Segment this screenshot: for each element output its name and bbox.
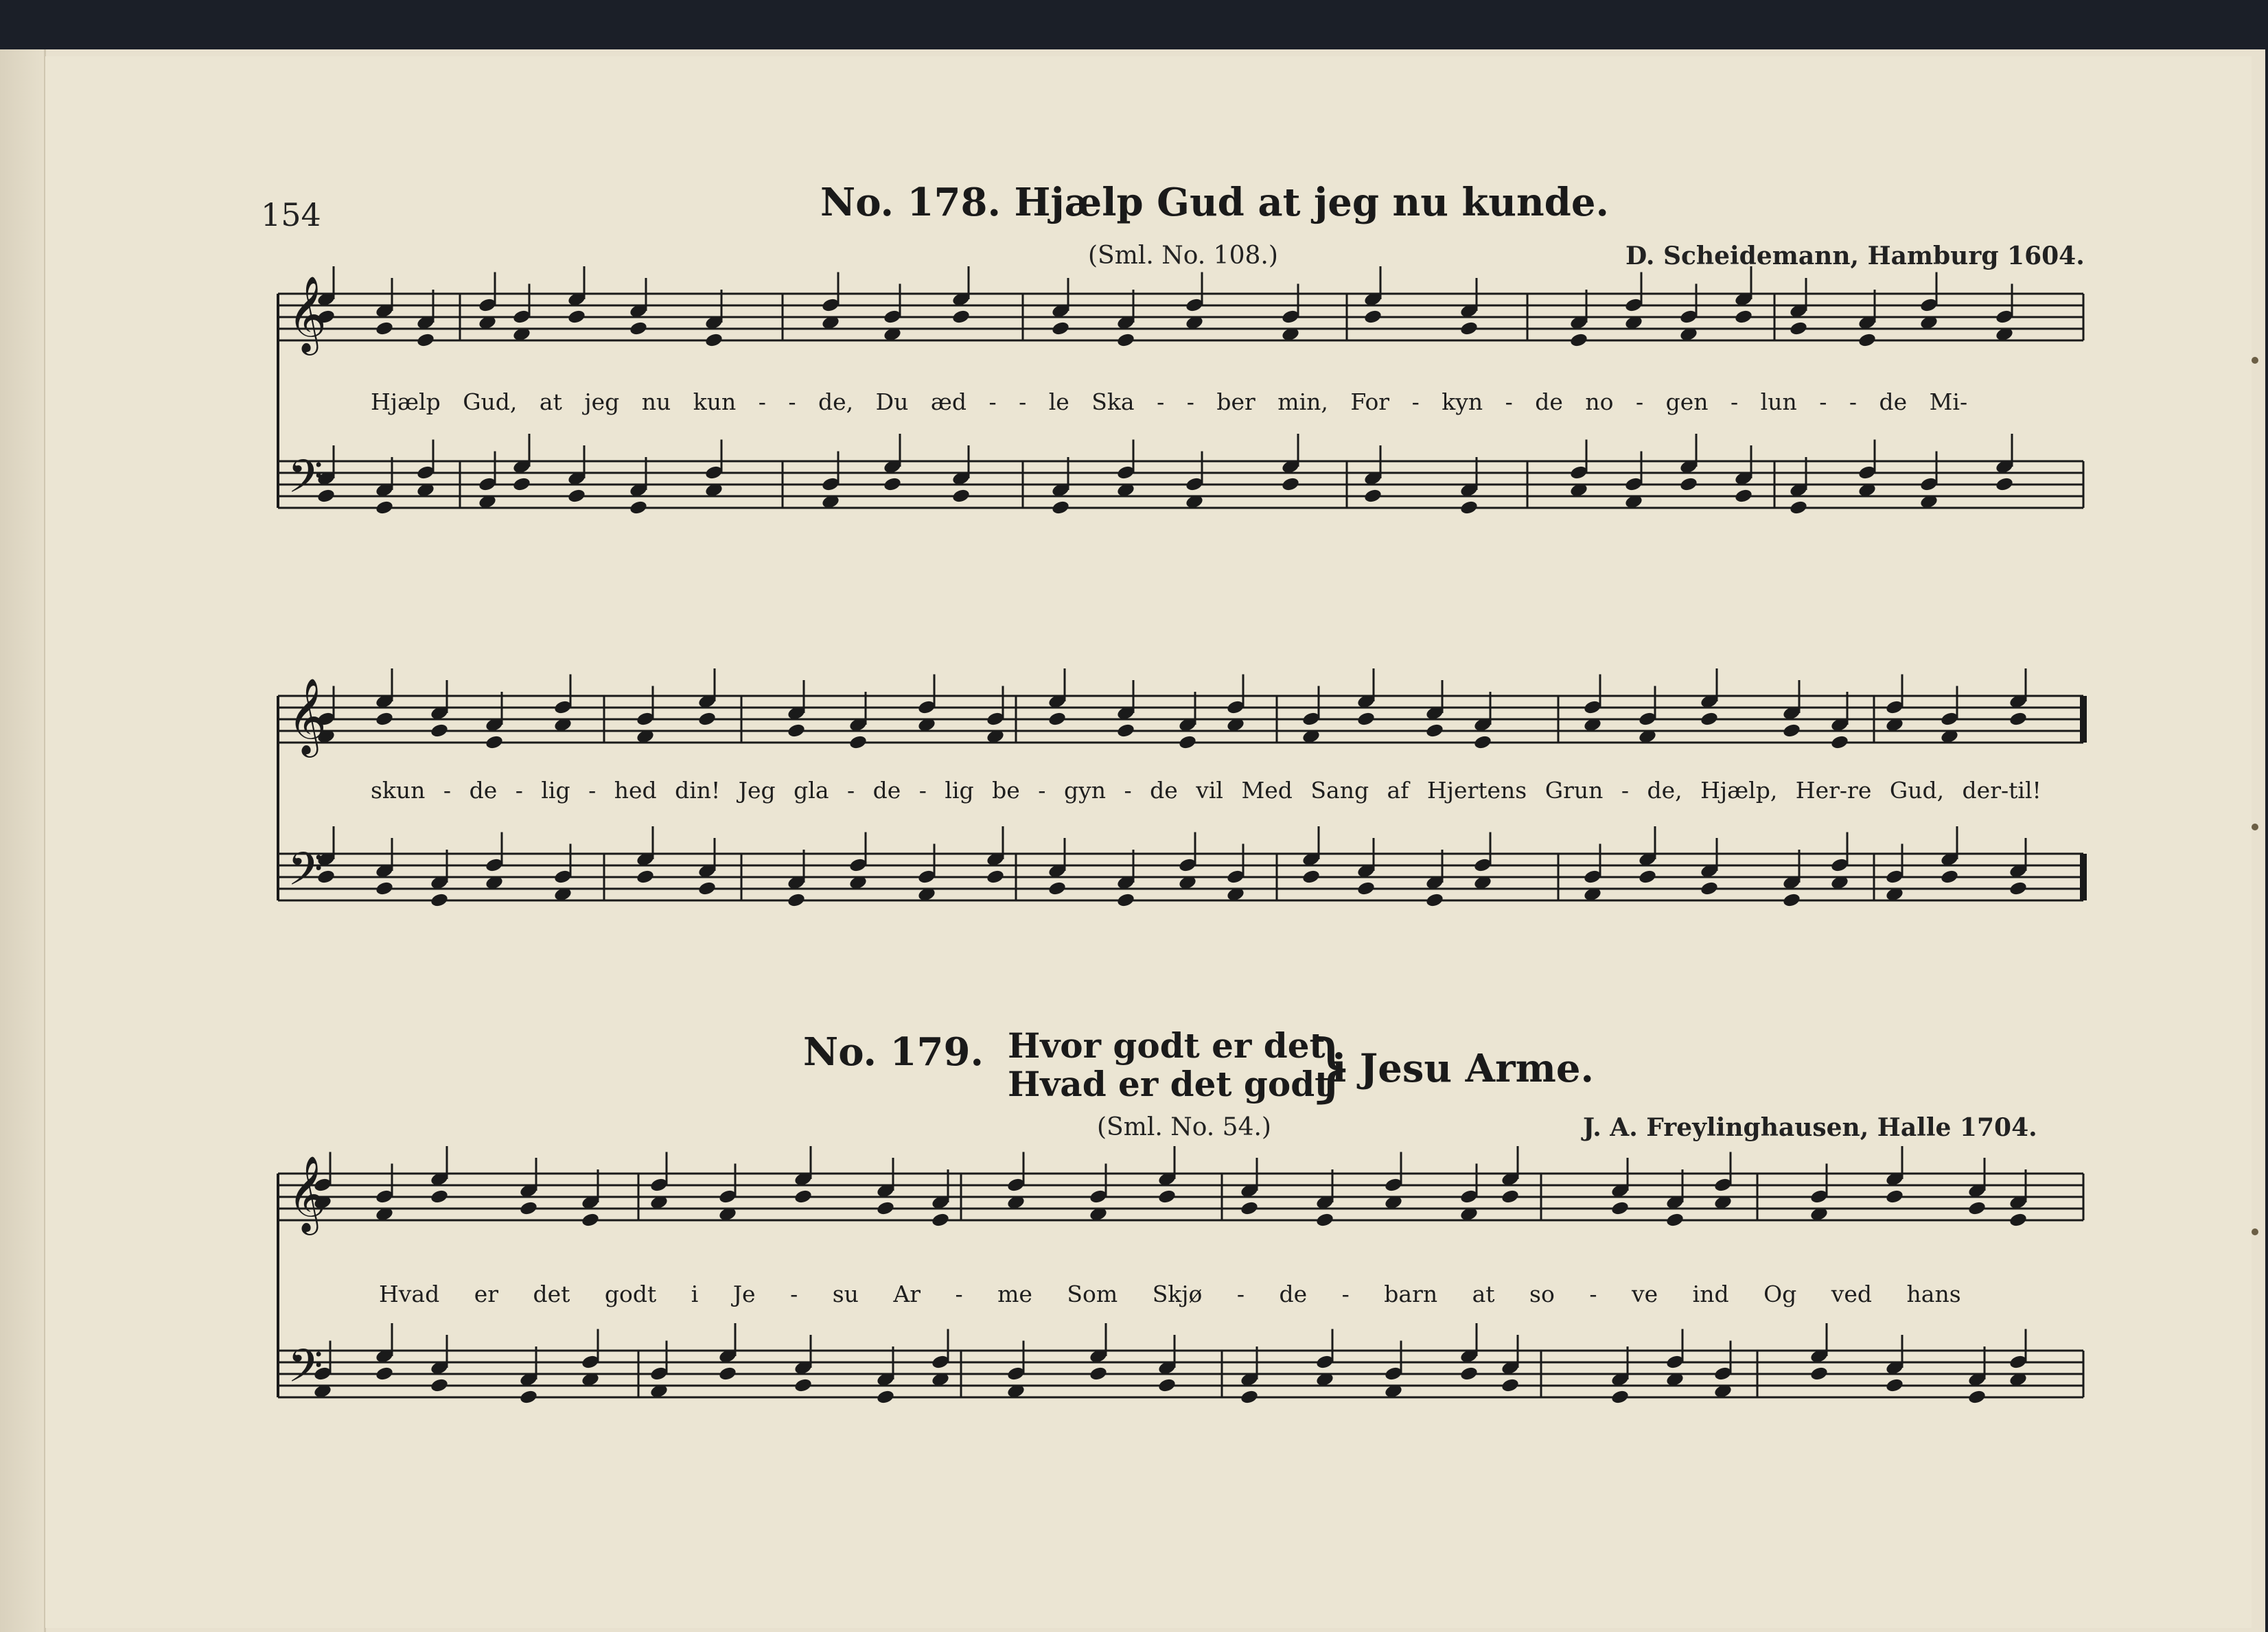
note-head <box>1809 1366 1829 1382</box>
note-head <box>512 476 531 492</box>
page-number: 154 <box>261 196 321 233</box>
note-head <box>629 500 648 515</box>
note-head <box>2009 881 2028 896</box>
note-head <box>1782 723 1801 738</box>
note-head <box>1700 881 1719 896</box>
treble-clef: 𝄞 <box>288 677 327 754</box>
bass-clef: 𝄢 <box>288 450 323 514</box>
note-head <box>1116 892 1135 908</box>
note-head <box>1301 869 1321 885</box>
note-head <box>1610 1389 1630 1405</box>
note-head <box>1048 881 1067 896</box>
note-head <box>787 892 806 908</box>
note-head <box>794 1377 813 1393</box>
hymn-179-number: No. 179. <box>803 1029 984 1075</box>
note-head <box>1459 320 1479 336</box>
note-head <box>375 500 394 515</box>
note-head <box>787 723 806 738</box>
note-head <box>697 881 717 896</box>
note-head <box>697 711 717 727</box>
treble-clef: 𝄞 <box>288 1155 327 1232</box>
note-head <box>629 320 648 336</box>
note-head <box>636 869 655 885</box>
note-head <box>1569 332 1588 348</box>
note-head <box>718 1366 737 1382</box>
note-head <box>1157 1189 1177 1204</box>
note-head <box>1089 1366 1108 1382</box>
note-head <box>876 1200 895 1216</box>
note-head <box>1425 892 1444 908</box>
note-head <box>430 1189 449 1204</box>
note-head <box>1610 1200 1630 1216</box>
note-head <box>1473 734 1492 750</box>
note-head <box>1363 488 1382 504</box>
hymn-179-reference: (Sml. No. 54.) <box>1097 1113 1271 1141</box>
note-head <box>704 332 724 348</box>
note-head <box>430 1377 449 1393</box>
note-head <box>2009 711 2028 727</box>
note-head <box>1240 1389 1259 1405</box>
note-head <box>1363 309 1382 325</box>
note-head <box>1315 1212 1334 1228</box>
hymn-179-composer: J. A. Freylinghausen, Halle 1704. <box>1583 1113 2037 1142</box>
note-head <box>1356 881 1376 896</box>
hymn-178-composer: D. Scheidemann, Hamburg 1604. <box>1625 242 2085 270</box>
note-head <box>1734 309 1753 325</box>
bass-clef: 𝄢 <box>288 1340 323 1403</box>
note-head <box>375 320 394 336</box>
note-head <box>1051 320 1070 336</box>
note-head <box>848 734 868 750</box>
hymn-178-reference: (Sml. No. 108.) <box>1088 242 1278 270</box>
note-head <box>1356 711 1376 727</box>
note-head <box>567 309 586 325</box>
note-head <box>1116 723 1135 738</box>
note-head <box>951 488 971 504</box>
note-head <box>1995 476 2014 492</box>
note-head <box>1789 320 1808 336</box>
hymn-179-title-line-2: Hvad er det godt <box>1008 1064 1331 1104</box>
note-head <box>951 309 971 325</box>
note-head <box>1782 892 1801 908</box>
note-head <box>375 881 394 896</box>
note-head <box>1679 476 1698 492</box>
note-head <box>1501 1189 1520 1204</box>
note-head <box>1240 1200 1259 1216</box>
hymn-178-title: Hjælp Gud at jeg nu kunde. <box>1014 180 1609 225</box>
note-head <box>1425 723 1444 738</box>
note-head <box>1459 500 1479 515</box>
note-head <box>485 734 504 750</box>
hymn-179-title-line-1: Hvor godt er det <box>1008 1025 1326 1066</box>
note-head <box>1051 500 1070 515</box>
note-head <box>1734 488 1753 504</box>
note-head <box>1281 476 1300 492</box>
note-head <box>1501 1377 1520 1393</box>
note-head <box>1967 1200 1987 1216</box>
binding-hole-mark <box>2252 824 2258 830</box>
note-head <box>1830 734 1849 750</box>
hymn-178-lyrics-line-2: skun - de - lig - hed din! Jeg gla - de - lig be - gyn - de vil Med Sang af Hjertens Grun - de, Hjælp, Her-re Gud, der-til! <box>371 777 2041 804</box>
note-head <box>581 1212 600 1228</box>
hymn-178-lyrics-line-1: Hjælp Gud, at jeg nu kun - - de, Du æd - - le Ska - - ber min, For - kyn - de no - gen - lun - - de Mi- <box>371 388 1968 415</box>
note-head <box>1885 1377 1904 1393</box>
note-head <box>567 488 586 504</box>
binding-hole-mark <box>2252 357 2258 364</box>
note-head <box>1700 711 1719 727</box>
note-head <box>375 1366 394 1382</box>
note-head <box>1665 1212 1685 1228</box>
treble-clef: 𝄞 <box>288 275 327 352</box>
note-head <box>1116 332 1135 348</box>
note-head <box>1178 734 1197 750</box>
note-head <box>876 1389 895 1405</box>
note-head <box>883 476 902 492</box>
note-head <box>519 1200 538 1216</box>
hymn-179-lyrics-line-1: Hvad er det godt i Je - su Ar - me Som Skjø - de - barn at so - ve ind Og ved hans <box>379 1281 1961 1307</box>
note-head <box>1638 869 1657 885</box>
note-head <box>1858 332 1877 348</box>
note-head <box>1459 1366 1479 1382</box>
note-head <box>986 869 1005 885</box>
bass-clef: 𝄢 <box>288 843 323 907</box>
note-head <box>430 723 449 738</box>
note-head <box>430 892 449 908</box>
note-head <box>1157 1377 1177 1393</box>
note-head <box>1048 711 1067 727</box>
note-head <box>519 1389 538 1405</box>
hymn-178-number: No. 178. <box>820 180 1001 225</box>
note-head <box>931 1212 950 1228</box>
note-head <box>2009 1212 2028 1228</box>
hymn-179-title-end: i Jesu Arme. <box>1332 1046 1594 1091</box>
note-head <box>1967 1389 1987 1405</box>
note-head <box>375 711 394 727</box>
binding-hole-mark <box>2252 1228 2258 1235</box>
note-head <box>1885 1189 1904 1204</box>
title-brace: } <box>1308 1025 1355 1110</box>
note-head <box>1789 500 1808 515</box>
note-head <box>416 332 435 348</box>
note-head <box>794 1189 813 1204</box>
note-head <box>1940 869 1959 885</box>
